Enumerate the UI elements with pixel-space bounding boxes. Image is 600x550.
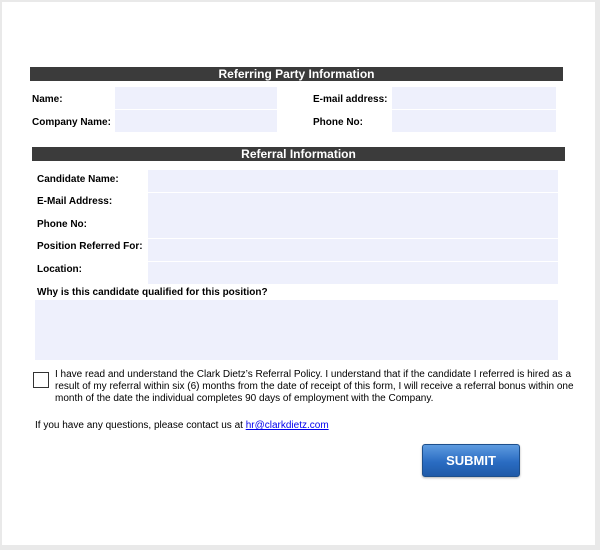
referring-party-section-header: Referring Party Information bbox=[30, 67, 563, 81]
candidate-email-label: E-Mail Address: bbox=[37, 196, 113, 207]
referrer-company-label: Company Name: bbox=[32, 117, 111, 128]
position-referred-input[interactable] bbox=[148, 239, 558, 261]
contact-text: If you have any questions, please contact us at bbox=[35, 420, 246, 431]
referrer-company-input[interactable] bbox=[115, 110, 277, 132]
location-input[interactable] bbox=[148, 262, 558, 284]
candidate-email-input[interactable] bbox=[148, 193, 558, 238]
referrer-phone-input[interactable] bbox=[392, 110, 556, 132]
contact-line bbox=[35, 420, 329, 431]
consent-checkbox[interactable] bbox=[33, 372, 49, 388]
referrer-email-input[interactable] bbox=[392, 87, 556, 109]
candidate-phone-label: Phone No: bbox=[37, 219, 87, 230]
contact-email-link[interactable]: hr@clarkdietz.com bbox=[245, 420, 329, 431]
referrer-name-input[interactable] bbox=[115, 87, 277, 109]
qualification-label: Why is this candidate qualified for this position? bbox=[37, 287, 268, 298]
candidate-name-input[interactable] bbox=[148, 170, 558, 192]
qualification-textarea[interactable] bbox=[35, 300, 558, 360]
location-label: Location: bbox=[37, 264, 82, 275]
consent-text: I have read and understand the Clark Dietz’s Referral Policy. I understand that if the candidate I referred is hired as a result of my referral within six (6) months from the date of receipt of this form, I will receive a referral bonus within one month of the date the individual completes 90 days of employment with the Company. bbox=[55, 369, 574, 404]
referral-section-header: Referral Information bbox=[32, 147, 565, 161]
referrer-email-label: E-mail address: bbox=[313, 94, 388, 105]
position-referred-label: Position Referred For: bbox=[37, 241, 143, 252]
referral-form-page bbox=[2, 2, 595, 545]
candidate-name-label: Candidate Name: bbox=[37, 174, 119, 185]
submit-button[interactable]: SUBMIT bbox=[422, 444, 520, 477]
referrer-phone-label: Phone No: bbox=[313, 117, 363, 128]
referrer-name-label: Name: bbox=[32, 94, 63, 105]
